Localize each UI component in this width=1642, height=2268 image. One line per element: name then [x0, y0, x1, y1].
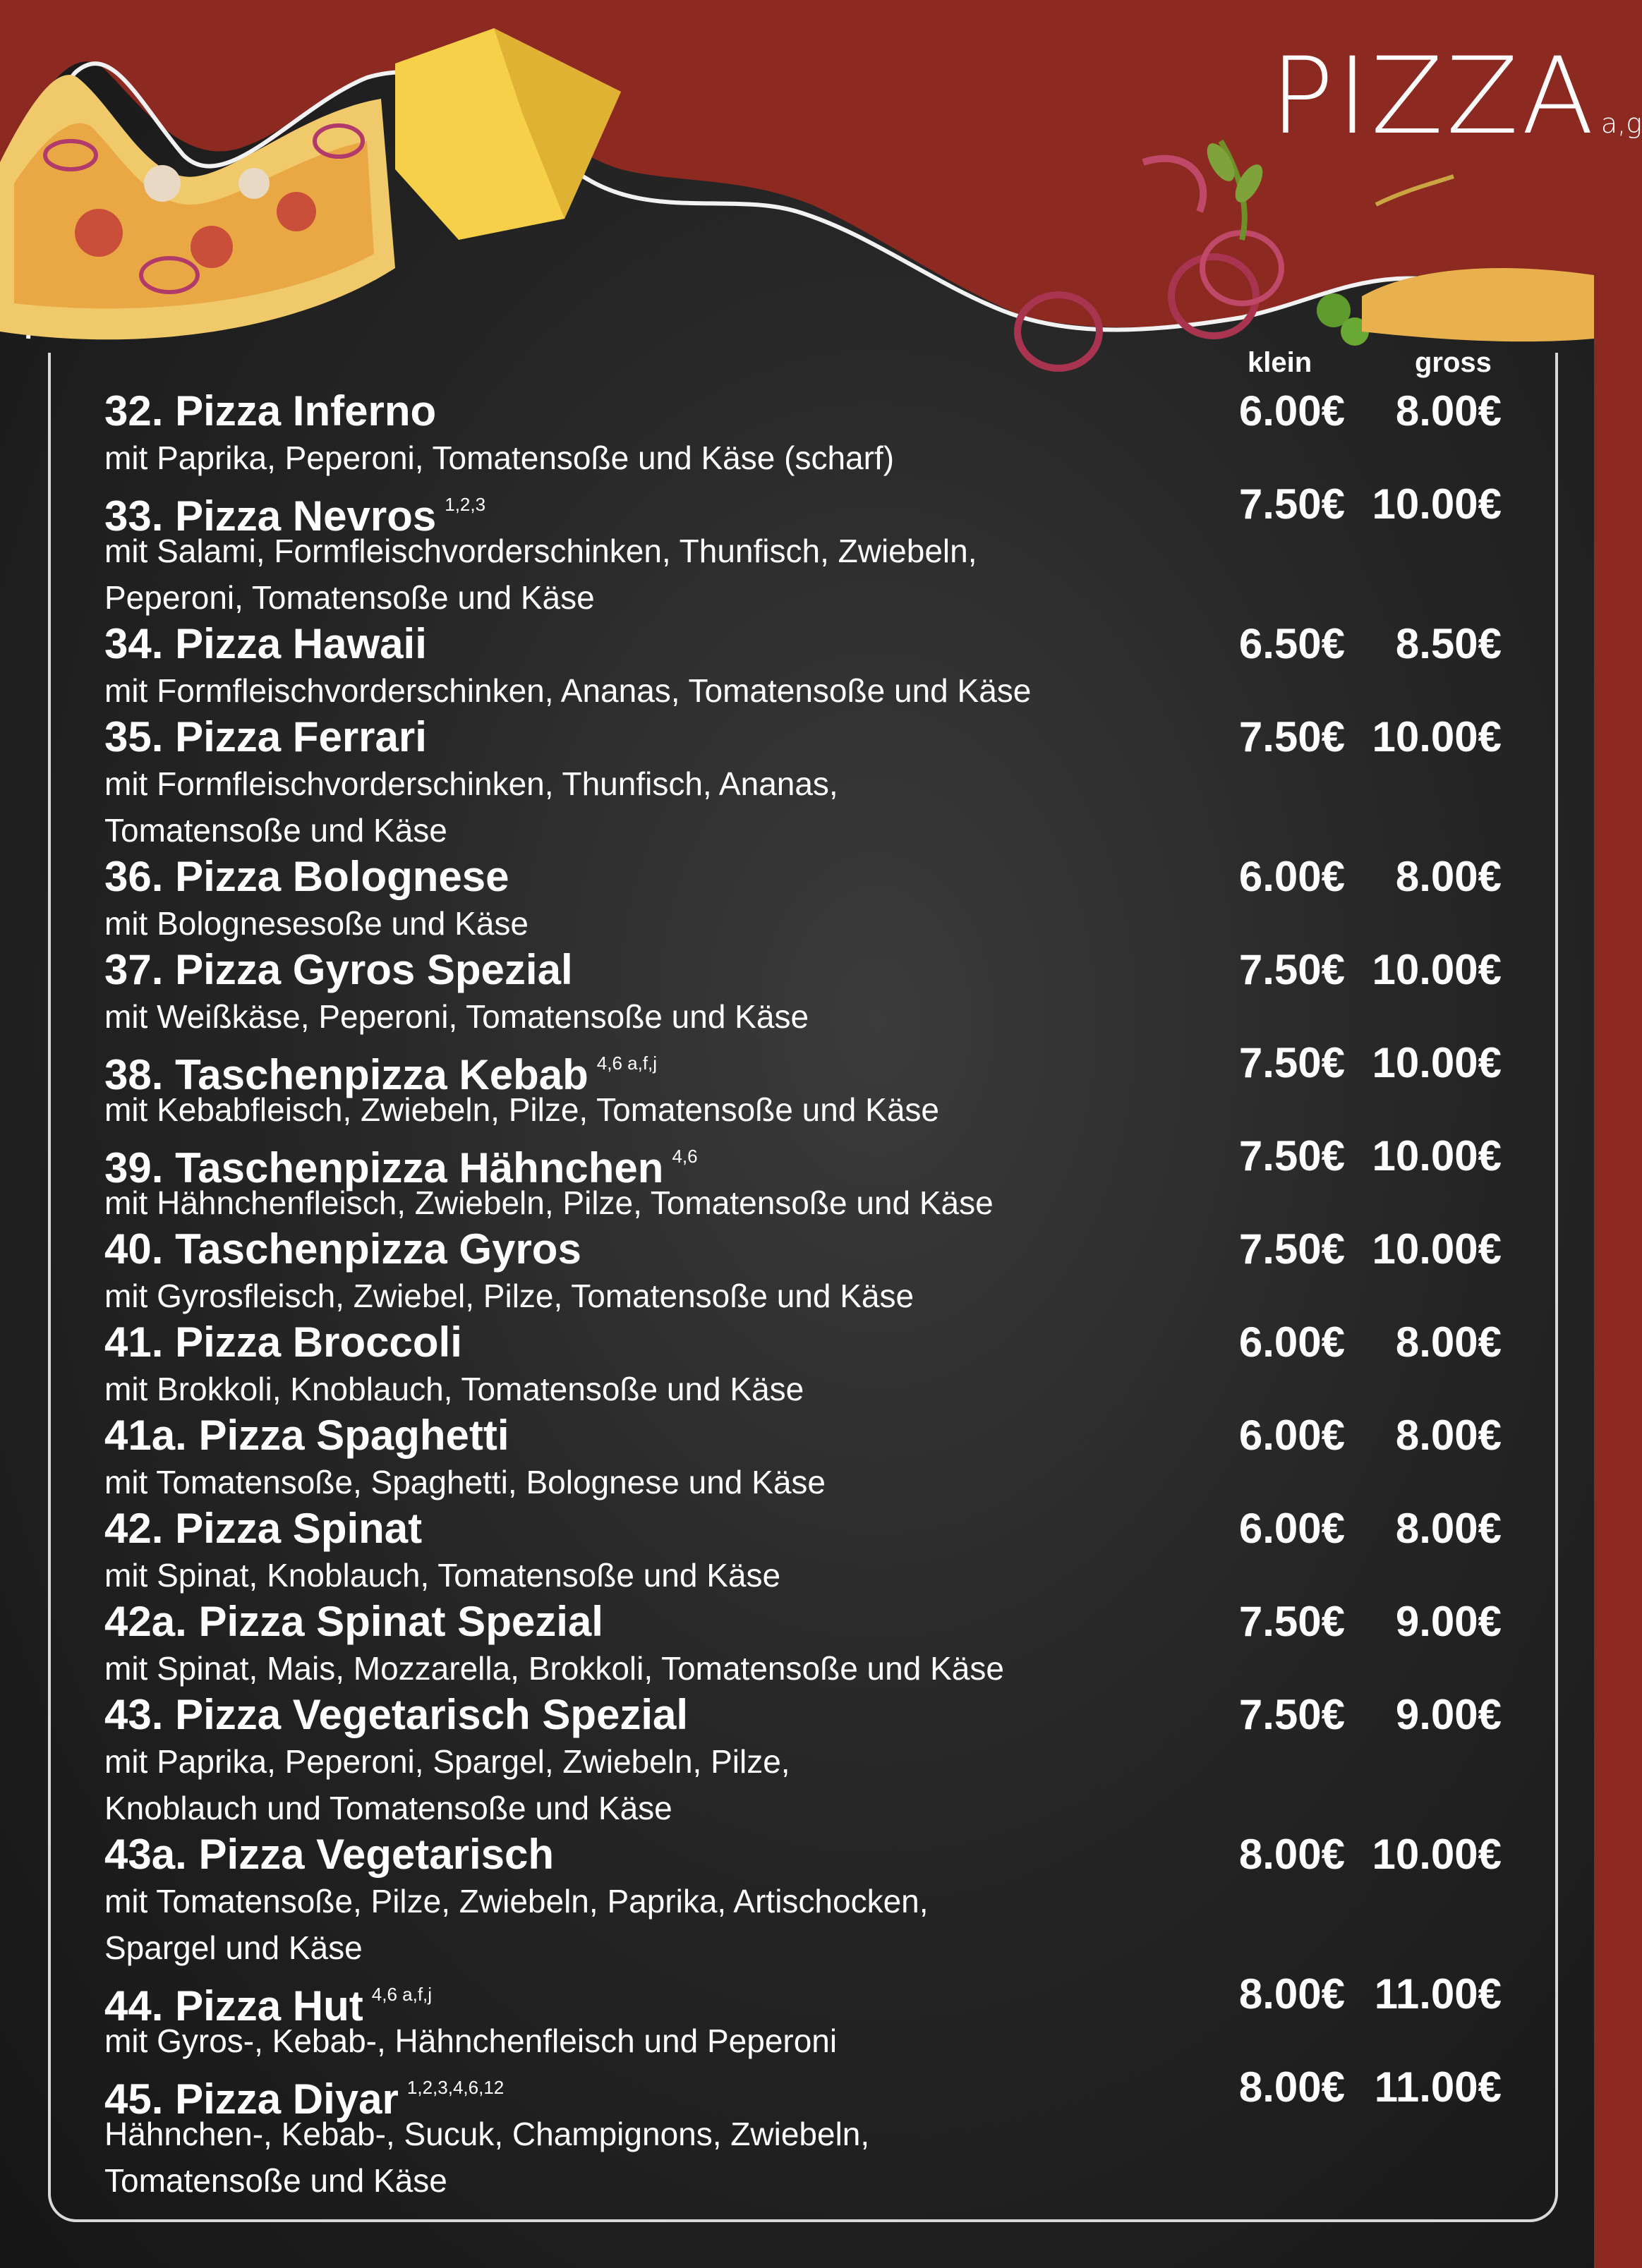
menu-item [104, 1226, 1502, 1319]
menu-item [104, 621, 1502, 714]
price-large: 8.00€ [1395, 853, 1502, 900]
menu-item-description: Spargel und Käse [104, 1929, 363, 1966]
menu-item-header [104, 621, 1502, 667]
menu-item-name [104, 1598, 603, 1645]
price-large: 8.00€ [1395, 387, 1502, 435]
menu-item-name-text: 41. Pizza Broccoli [104, 1318, 462, 1366]
menu-item [104, 481, 1502, 621]
menu-item-header [104, 714, 1502, 760]
menu-item-header [104, 947, 1502, 993]
menu-item-description: mit Tomatensoße, Pilze, Zwiebeln, Paprika, Artischocken, [104, 1883, 929, 1920]
menu-item-name-text: 41a. Pizza Spaghetti [104, 1412, 509, 1459]
menu-item-name [104, 1144, 698, 1191]
price-small: 7.50€ [1238, 713, 1345, 760]
menu-item-name-text: 34. Pizza Hawaii [104, 620, 427, 667]
menu-item-description: mit Hähnchenfleisch, Zwiebeln, Pilze, Tomatensoße und Käse [104, 1184, 994, 1221]
menu-item-name [104, 620, 427, 667]
menu-item-name-text: 43a. Pizza Vegetarisch [104, 1831, 555, 1878]
price-small: 8.00€ [1238, 2063, 1345, 2111]
menu-item-header [104, 1319, 1502, 1366]
menu-item-description: mit Weißkäse, Peperoni, Tomatensoße und Käse [104, 998, 809, 1035]
menu-item-name-text: 32. Pizza Inferno [104, 387, 437, 435]
menu-item [104, 1412, 1502, 1505]
menu-item-description: mit Tomatensoße, Spaghetti, Bolognese und Käse [104, 1464, 826, 1500]
menu-item-description: mit Formfleischvorderschinken, Thunfisch, Ananas, [104, 765, 838, 802]
price-small: 6.00€ [1238, 853, 1345, 900]
price-large: 10.00€ [1372, 1831, 1502, 1878]
salami-icon [75, 209, 123, 257]
menu-item-header [104, 388, 1502, 435]
menu-item-allergens: 4,6 a,f,j [371, 1984, 433, 2005]
menu-item-allergens: 4,6 a,f,j [596, 1053, 658, 1074]
menu-item-header [104, 1505, 1502, 1552]
price-small: 7.50€ [1238, 1132, 1345, 1180]
menu-item-name [104, 1412, 509, 1459]
menu-item-header [104, 2063, 1502, 2123]
menu-item [104, 1599, 1502, 1692]
menu-item-allergens: 1,2,3,4,6,12 [406, 2077, 505, 2098]
column-large-label: gross [1415, 347, 1492, 378]
price-small: 7.50€ [1238, 1039, 1345, 1086]
menu-item-header [104, 1831, 1502, 1878]
menu-item-header [104, 854, 1502, 900]
price-large: 10.00€ [1372, 1039, 1502, 1086]
price-large: 9.00€ [1395, 1598, 1502, 1645]
menu-item-header [104, 1599, 1502, 1645]
price-small: 8.00€ [1238, 1831, 1345, 1878]
menu-item-name [104, 1505, 422, 1552]
price-large: 8.00€ [1395, 1505, 1502, 1552]
price-large: 11.00€ [1374, 2063, 1502, 2111]
menu-item-header [104, 1412, 1502, 1459]
price-large: 10.00€ [1372, 713, 1502, 760]
menu-item-header [104, 1970, 1502, 2030]
menu-item-header [104, 1132, 1502, 1191]
menu-item-name-text: 43. Pizza Vegetarisch Spezial [104, 1691, 689, 1738]
price-small: 6.00€ [1238, 1505, 1345, 1552]
title-text: PIZZA [1270, 35, 1597, 158]
menu-item-name [104, 387, 436, 435]
price-small: 8.00€ [1238, 1970, 1345, 2018]
mushroom-icon [144, 165, 181, 202]
menu-item-description: mit Spinat, Knoblauch, Tomatensoße und Käse [104, 1557, 781, 1594]
menu-item-name-text: 36. Pizza Bolognese [104, 853, 509, 900]
menu-item-name-text: 38. Taschenpizza Kebab [104, 1051, 588, 1098]
price-small: 7.50€ [1238, 946, 1345, 993]
menu-item-description: mit Paprika, Peperoni, Tomatensoße und Käse (scharf) [104, 439, 895, 476]
menu-item [104, 714, 1502, 854]
menu-item-name-text: 35. Pizza Ferrari [104, 713, 427, 760]
menu-item [104, 854, 1502, 947]
menu-item [104, 1831, 1502, 1971]
price-large: 8.00€ [1395, 1412, 1502, 1459]
price-small: 6.00€ [1238, 1412, 1345, 1459]
price-column-headers [0, 347, 1594, 382]
menu-item-description: Hähnchen-, Kebab-, Sucuk, Champignons, Zwiebeln, [104, 2116, 870, 2152]
price-small: 6.50€ [1238, 620, 1345, 667]
menu-item-description: Tomatensoße und Käse [104, 812, 447, 849]
menu-item-name [104, 492, 485, 540]
menu-item-description: mit Spinat, Mais, Mozzarella, Brokkoli, Tomatensoße und Käse [104, 1650, 1004, 1687]
menu-item-description: mit Salami, Formfleischvorderschinken, Thunfisch, Zwiebeln, [104, 533, 977, 569]
title-allergens: a,g [1600, 108, 1642, 139]
menu-item-name-text: 40. Taschenpizza Gyros [104, 1225, 581, 1273]
menu-item [104, 1971, 1502, 2064]
price-small: 6.00€ [1238, 1318, 1345, 1366]
menu-item-name-text: 42. Pizza Spinat [104, 1505, 423, 1552]
menu-item-allergens: 4,6 [672, 1146, 698, 1167]
menu-item-description: mit Gyrosfleisch, Zwiebel, Pilze, Tomatensoße und Käse [104, 1278, 914, 1314]
price-large: 10.00€ [1372, 1225, 1502, 1273]
price-large: 10.00€ [1372, 946, 1502, 993]
menu-item [104, 1040, 1502, 1133]
menu-item-description: mit Gyros-, Kebab-, Hähnchenfleisch und Peperoni [104, 2023, 838, 2059]
menu-item [104, 1692, 1502, 1831]
menu-item-name [104, 1831, 554, 1878]
menu-item-header [104, 1226, 1502, 1273]
menu-item-header [104, 1039, 1502, 1098]
menu-item-name-text: 42a. Pizza Spinat Spezial [104, 1598, 603, 1645]
menu-item-name [104, 1225, 581, 1273]
menu-item-name [104, 713, 427, 760]
menu-item-name-text: 39. Taschenpizza Hähnchen [104, 1144, 664, 1191]
menu-item [104, 388, 1502, 481]
pizza-menu-list [104, 388, 1502, 2204]
menu-item-name [104, 946, 573, 993]
menu-item-description: Peperoni, Tomatensoße und Käse [104, 579, 595, 616]
menu-item-description: mit Brokkoli, Knoblauch, Tomatensoße und Käse [104, 1371, 804, 1407]
menu-item-header [104, 1692, 1502, 1738]
menu-item [104, 2064, 1502, 2204]
menu-item [104, 1505, 1502, 1599]
menu-item-name-text: 44. Pizza Hut [104, 1982, 363, 2030]
menu-item-header [104, 480, 1502, 540]
page-title [1270, 35, 1642, 158]
price-large: 10.00€ [1372, 1132, 1502, 1180]
menu-item-description: Knoblauch und Tomatensoße und Käse [104, 1790, 672, 1826]
menu-item-description: mit Kebabfleisch, Zwiebeln, Pilze, Tomatensoße und Käse [104, 1091, 939, 1128]
menu-item-name [104, 1318, 462, 1366]
price-small: 6.00€ [1238, 387, 1345, 435]
price-small: 7.50€ [1238, 1691, 1345, 1738]
menu-item-name [104, 1051, 657, 1098]
menu-item-name-text: 33. Pizza Nevros [104, 492, 437, 540]
menu-item [104, 1319, 1502, 1412]
price-large: 11.00€ [1374, 1970, 1502, 2018]
price-large: 9.00€ [1395, 1691, 1502, 1738]
menu-item [104, 1133, 1502, 1226]
menu-item-allergens: 1,2,3 [445, 494, 486, 515]
menu-item [104, 947, 1502, 1040]
menu-item-description: Tomatensoße und Käse [104, 2162, 447, 2199]
menu-item-name [104, 2075, 504, 2123]
price-large: 8.50€ [1395, 620, 1502, 667]
menu-item-name [104, 1982, 432, 2030]
menu-item-description: mit Bolognesesoße und Käse [104, 905, 529, 942]
column-small-label: klein [1248, 347, 1312, 378]
menu-item-description: mit Paprika, Peperoni, Spargel, Zwiebeln, Pilze, [104, 1743, 790, 1780]
price-small: 7.50€ [1238, 480, 1345, 528]
menu-item-name [104, 853, 509, 900]
price-small: 7.50€ [1238, 1225, 1345, 1273]
menu-item-name-text: 45. Pizza Diyar [104, 2075, 399, 2123]
price-small: 7.50€ [1238, 1598, 1345, 1645]
menu-item-description: mit Formfleischvorderschinken, Ananas, Tomatensoße und Käse [104, 672, 1032, 709]
menu-item-name [104, 1691, 688, 1738]
menu-item-name-text: 37. Pizza Gyros Spezial [104, 946, 573, 993]
price-large: 10.00€ [1372, 480, 1502, 528]
price-large: 8.00€ [1395, 1318, 1502, 1366]
